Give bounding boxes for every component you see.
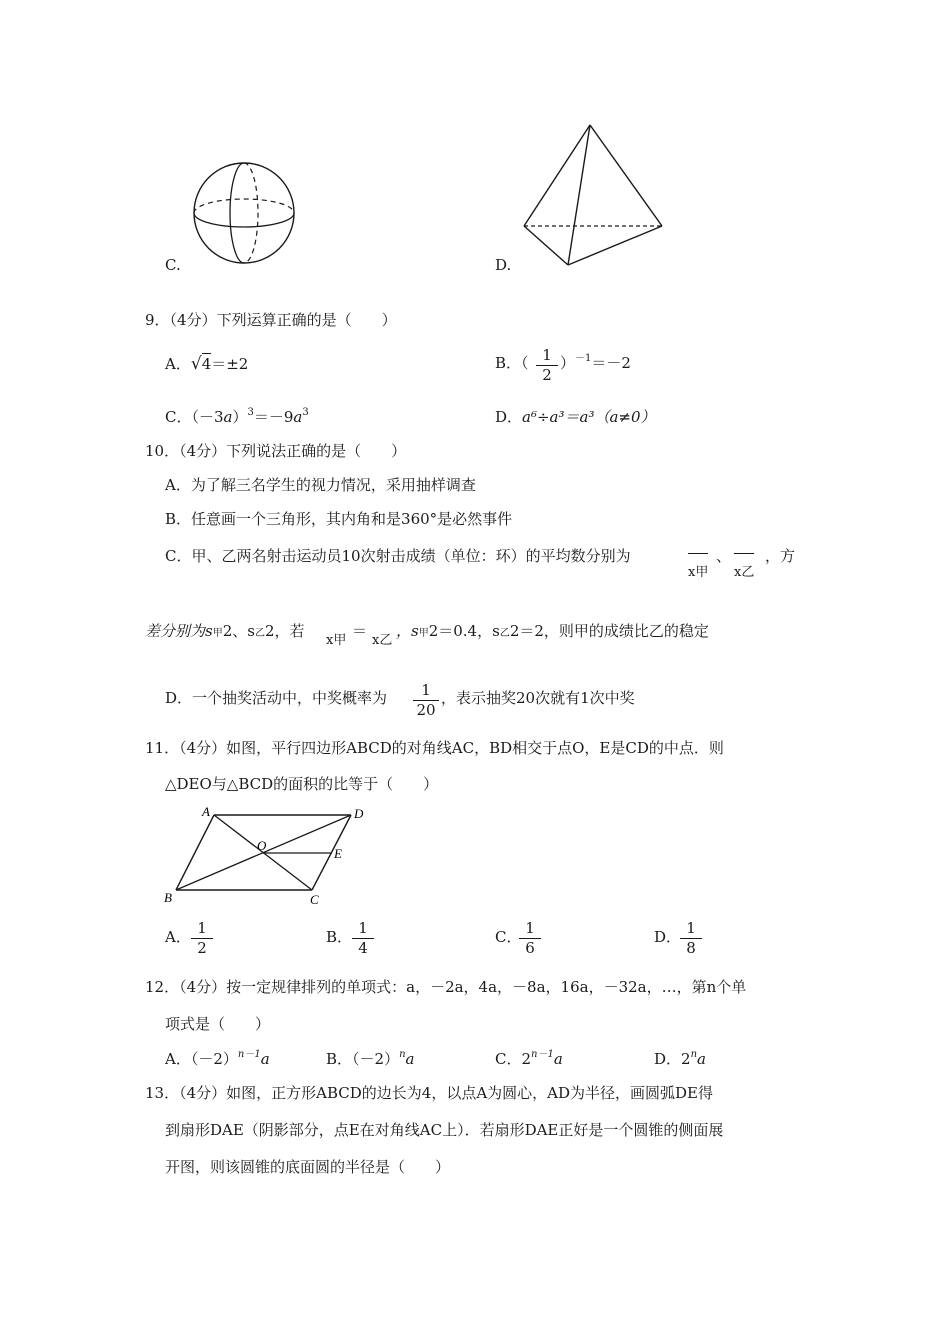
q9-c-label: C．（－3 [165,408,224,426]
q12-d-base: D．2 [654,1050,691,1068]
mean-x-yi [734,553,754,579]
fraction-denominator: 6 [525,939,535,957]
q9-d-label: D． [495,408,523,426]
sphere-figure [190,158,300,268]
q9-c-eq: ＝－9 [253,408,294,426]
mean-x-yi-label: x乙 [734,553,754,579]
fraction-numerator: 1 [197,919,207,937]
q10-d-fraction [413,683,439,718]
q10-c2-xjia: x甲 [326,633,347,648]
option-c-label: C. [165,256,181,274]
q10-c2-eq: ＝ [352,622,368,640]
q10-c-text: C．甲、乙两名射击运动员10次射击成绩（单位：环）的平均数分别为 [165,547,631,565]
q9-option-d [495,410,656,425]
q11-stem-line2: △DEO与△BCD的面积的比等于（ ） [165,775,439,793]
fraction-numerator: 1 [421,681,431,699]
tetrahedron-figure [520,122,670,272]
q12-option-c [495,1049,563,1068]
q12-b-base: B．（－2） [326,1050,400,1068]
q12-a-base: A．（－2） [165,1050,238,1068]
q12-a-var: a [260,1050,270,1068]
q10-c2-a: 差分别为s [145,622,213,640]
q9-option-a [165,356,248,373]
q10-c-end: ，方 [765,547,796,565]
q10-c2-xyi: x乙 [372,633,393,648]
fraction-numerator: 1 [525,919,535,937]
q10-option-d-pre: D．一个抽奖活动中，中奖概率为 [165,689,388,707]
q10-c-sep: 、 [716,547,732,565]
q12-d-exp: n [690,1049,698,1060]
q10-option-c-line1 [165,549,631,564]
q12-c-exp: n－1 [531,1049,554,1060]
q9-c-var2: a [293,408,303,426]
q9-option-b-tail [560,353,631,372]
q10-c2-sub-yi2: 乙 [499,628,510,639]
q12-b-exp: n [399,1049,406,1060]
q11-opt-d-label: D． [654,928,682,946]
point-A: A [202,804,210,819]
q13-stem-line2: 到扇形DAE（阴影部分，点E在对角线AC上）．若扇形DAE正好是一个圆锥的侧面展 [165,1121,724,1139]
q11-opt-b-fraction [352,921,374,956]
q9-c-close: ） [232,408,248,426]
fraction-denominator: 8 [686,939,696,957]
q12-c-var: a [553,1050,563,1068]
q12-c-base: C．2 [495,1050,532,1068]
point-O: O [257,838,267,853]
q10-option-b: B．任意画一个三角形，其内角和是360°是必然事件 [165,510,513,528]
point-E: E [334,846,342,861]
q9-c-exp2: 3 [302,407,309,418]
q9-c-exp: 3 [247,407,254,418]
q11-opt-c-fraction [519,921,541,956]
q10-c2-j: 2＝2，则甲的成绩比乙的稳定 [509,622,709,640]
fraction-numerator: 1 [542,346,552,364]
option-d-label: D. [495,256,512,274]
q10-c2-sub-yi: 乙 [254,628,265,639]
q11-opt-a-label: A． [165,928,191,946]
point-D: D [354,806,364,821]
sqrt-sign: √ [190,354,202,374]
q10-stem: 10．（4分）下列说法正确的是（ ） [145,442,407,460]
fraction-denominator: 2 [197,939,207,957]
fraction-numerator: 1 [358,919,368,937]
q12-stem-line2: 项式是（ ） [165,1015,271,1033]
q9-a-label: A． [165,355,191,373]
q9-b-exponent: －1 [575,353,592,364]
q10-option-c-line2-tail [396,624,709,639]
q11-opt-d-fraction [680,921,702,956]
q9-b-close: ） [560,354,576,372]
q10-c2-e: 2，若 [264,622,305,640]
q10-c2-f: ，s [396,622,419,640]
q12-a-exp: n－1 [237,1049,261,1060]
q11-opt-c-label: C． [495,928,522,946]
q9-option-b-label: B．（ [495,354,529,372]
q10-c2-sub-jia: 甲 [212,628,223,639]
fraction-denominator: 4 [358,939,368,957]
q12-option-d [654,1049,706,1068]
point-B: B [164,890,172,905]
q10-option-d-post: ，表示抽奖20次就有1次中奖 [441,689,635,707]
q9-option-c [165,407,309,426]
q12-option-a [165,1049,270,1068]
fraction-denominator: 20 [416,701,436,719]
fraction-denominator: 2 [542,366,552,384]
q12-b-var: a [405,1050,415,1068]
q10-c2-sub-jia2: 甲 [418,628,429,639]
q11-stem-line1: 11．（4分）如图，平行四边形ABCD的对角线AC，BD相交于点O，E是CD的中点．则 [145,739,724,757]
fraction-numerator: 1 [686,919,696,937]
q13-stem-line3: 开图，则该圆锥的底面圆的半径是（ ） [165,1158,451,1176]
q10-option-c-line2 [145,624,305,639]
q12-option-b [326,1049,415,1068]
q11-opt-a-fraction [191,921,213,956]
q13-stem-line1: 13．（4分）如图，正方形ABCD的边长为4，以点A为圆心，AD为半径，画圆弧DE得 [145,1084,713,1102]
q9-a-rest: ＝±2 [211,355,249,373]
q11-opt-b-label: B． [326,928,353,946]
q12-stem-line1: 12．（4分）按一定规律排列的单项式：a，－2a，4a，－8a，16a，－32a，…，第n个单 [145,978,747,996]
mean-x-jia [688,553,708,579]
q10-option-a: A．为了解三名学生的视力情况，采用抽样调查 [165,476,476,494]
parallelogram-figure [160,800,370,910]
q9-d-text: a⁶÷a³＝a³（a≠0） [522,408,656,426]
q9-stem: 9．（4分）下列运算正确的是（ ） [145,311,397,329]
q9-b-result: ＝－2 [591,354,631,372]
q9-c-var: a [223,408,233,426]
q12-d-var: a [697,1050,706,1068]
q9-a-radicand: 4 [201,355,212,373]
q10-c2-c: 2、s [222,622,255,640]
q10-c2-h: 2＝0.4，s [428,622,500,640]
point-C: C [310,892,319,907]
q9-b-fraction [536,348,558,383]
mean-x-jia-label: x甲 [688,553,708,579]
